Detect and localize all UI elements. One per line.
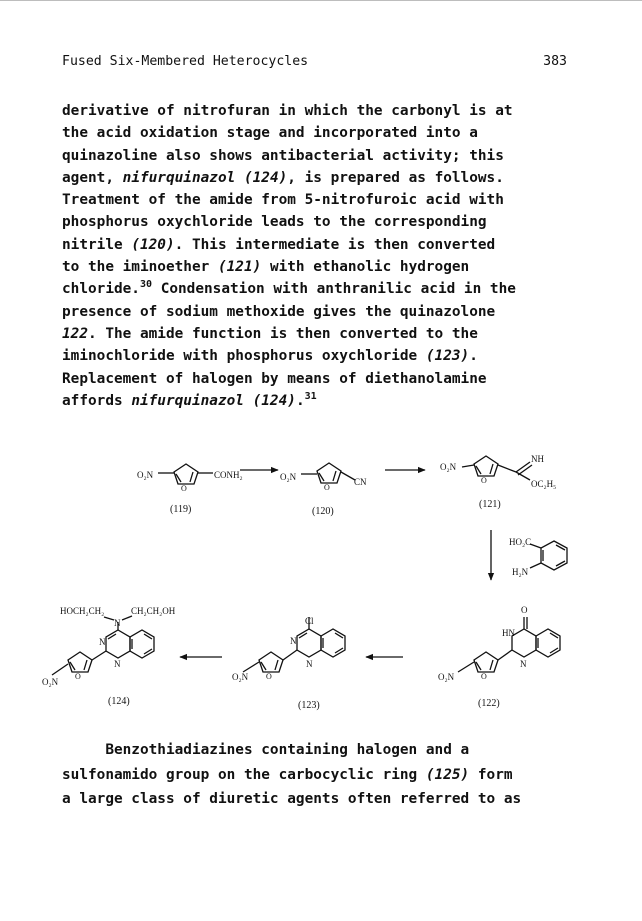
text-line: Replacement of halogen by means of diethanolamine bbox=[62, 370, 487, 387]
label: N bbox=[290, 636, 297, 646]
compound-number: (119) bbox=[170, 504, 192, 515]
label: HN bbox=[502, 628, 515, 638]
text-line: to the iminoether (121) with ethanolic hydrogen bbox=[62, 259, 470, 276]
text-line: agent, nifurquinazol (124), is prepared as follows. bbox=[62, 169, 504, 186]
text-line: a large class of diuretic agents often referred to as bbox=[62, 791, 522, 807]
label: O₂N bbox=[232, 672, 249, 682]
drug-name: nifurquinazol (124) bbox=[131, 392, 296, 409]
text-line: affords nifurquinazol (124).$^{31}$ bbox=[62, 390, 317, 409]
label: HO₂C bbox=[509, 537, 532, 547]
label: O₂N bbox=[137, 470, 154, 480]
text-line: Treatment of the amide from 5-nitrofuroic acid with bbox=[62, 192, 504, 209]
label: O₂N bbox=[438, 672, 455, 682]
footnote-ref: 31 bbox=[304, 390, 317, 402]
text-line: derivative of nitrofuran in which the carbonyl is at bbox=[62, 103, 513, 119]
label: H₂N bbox=[512, 567, 529, 577]
compound-number: (120) bbox=[312, 506, 334, 517]
compound-120 bbox=[301, 463, 355, 483]
label: O bbox=[266, 672, 272, 681]
compound-number: (124) bbox=[108, 696, 130, 707]
label: CH₂CH₂OH bbox=[131, 606, 176, 616]
text-line: Benzothiadiazines containing halogen and a bbox=[62, 742, 470, 758]
label: OC₂H₅ bbox=[531, 479, 557, 489]
label: CN bbox=[354, 477, 367, 487]
label: O bbox=[324, 483, 330, 492]
label: O bbox=[521, 605, 528, 615]
label: CONH₂ bbox=[214, 470, 243, 480]
label: HOCH₂CH₂ bbox=[60, 606, 105, 616]
text-line: presence of sodium methoxide gives the quinazolone bbox=[62, 303, 496, 320]
compound-122 bbox=[458, 617, 560, 672]
label: O bbox=[481, 476, 487, 485]
text-line: nitrile (120). This intermediate is then converted bbox=[62, 236, 496, 253]
compound-119 bbox=[158, 464, 213, 484]
compound-number: (123) bbox=[298, 700, 320, 711]
text-line: phosphorus oxychloride leads to the corresponding bbox=[62, 214, 487, 231]
label: N bbox=[99, 637, 106, 647]
text-line: chloride.$^{30}$ Condensation with anthranilic acid in the bbox=[62, 279, 516, 298]
running-title: Fused Six-Membered Heterocycles bbox=[62, 54, 309, 69]
compound-number: (121) bbox=[479, 499, 501, 510]
label: O bbox=[75, 672, 81, 681]
label: N bbox=[114, 659, 121, 669]
label: O₂N bbox=[42, 677, 59, 687]
label: O bbox=[481, 672, 487, 681]
label: N bbox=[114, 618, 121, 628]
label: O₂N bbox=[280, 472, 297, 482]
label: O bbox=[181, 484, 187, 493]
label: Cl bbox=[305, 616, 314, 626]
footnote-ref: 30 bbox=[139, 279, 153, 291]
text-line: quinazoline also shows antibacterial activity; this bbox=[62, 147, 504, 164]
compound-121 bbox=[462, 456, 532, 480]
text-line: iminochloride with phosphorus oxychloride (123). bbox=[62, 348, 478, 365]
paragraph-2 bbox=[62, 738, 567, 812]
drug-name: nifurquinazol (124) bbox=[122, 169, 288, 186]
page-number: 383 bbox=[543, 54, 567, 69]
text-line: sulfonamido group on the carbocyclic ring (125) form bbox=[62, 766, 513, 783]
anthranilic-acid bbox=[530, 541, 567, 570]
text-line: 122. The amide function is then converted to the bbox=[62, 325, 478, 342]
label: N bbox=[520, 659, 527, 669]
label: NH bbox=[531, 454, 544, 464]
label: N bbox=[306, 659, 313, 669]
label: O₂N bbox=[440, 462, 457, 472]
text-line: the acid oxidation stage and incorporated into a bbox=[62, 125, 478, 142]
compound-number: (122) bbox=[478, 698, 500, 709]
